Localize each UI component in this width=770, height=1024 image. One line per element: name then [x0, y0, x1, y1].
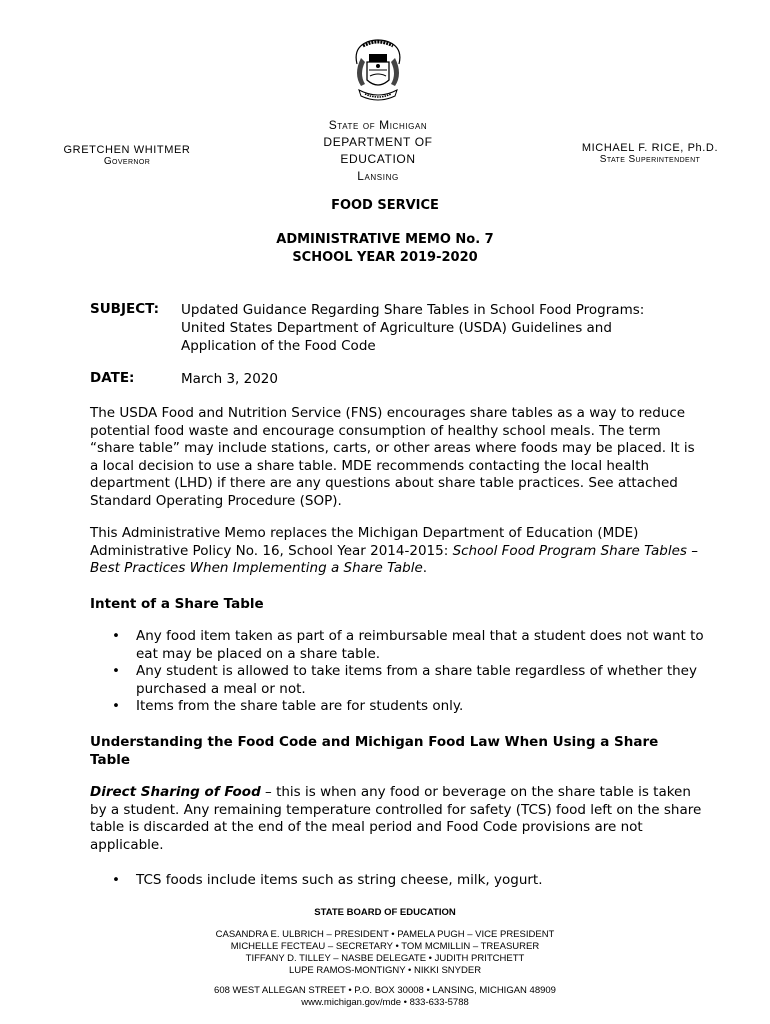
address-line: 608 WEST ALLEGAN STREET • P.O. BOX 30008 • LANSING, MICHIGAN 48909: [214, 985, 556, 996]
list-item: • Items from the share table are for students only.: [90, 698, 710, 716]
replaces-text-end: .: [422, 560, 428, 576]
replaces-policy-title: School Food Program Share Tables – Best Practices When Implementing a Share Table: [90, 542, 698, 576]
michigan-state-seal-icon: [343, 34, 413, 104]
year-title: SCHOOL YEAR 2019-2020: [292, 250, 478, 265]
board-members-line: TIFFANY D. TILLEY – NASBE DELEGATE • JUDITH PRITCHETT: [245, 953, 525, 964]
superintendent-name: MICHAEL F. RICE, Ph.D.: [581, 142, 719, 154]
subject-line: United States Department of Agriculture (USDA) Guidelines and: [181, 320, 612, 336]
board-members-line: MICHELLE FECTEAU – SECRETARY • TOM MCMILLIN – TREASURER: [230, 941, 540, 952]
superintendent-block: [575, 142, 725, 165]
subject-value: [181, 301, 701, 355]
superintendent-title: State Superintendent: [599, 154, 701, 165]
direct-sharing-text: – this is when any food or beverage on the share table is taken by a student. Any remaining temperature controlled for safety (TCS) food left on the share table is discarded at the end of the meal period and Food Code provisions are not applicable.: [90, 784, 702, 853]
city-line: Lansing: [357, 169, 399, 183]
governor-block: [52, 144, 202, 167]
service-title: FOOD SERVICE: [331, 198, 439, 213]
replaces-paragraph: [90, 525, 702, 578]
footer: [0, 907, 770, 1009]
date-value: March 3, 2020: [181, 371, 278, 387]
list-item: • TCS foods include items such as string cheese, milk, yogurt.: [90, 872, 710, 890]
direct-sharing-paragraph: [90, 784, 702, 854]
board-members-line: CASANDRA E. ULBRICH – PRESIDENT • PAMELA PUGH – VICE PRESIDENT: [215, 929, 555, 940]
board-heading: STATE BOARD OF EDUCATION: [314, 907, 456, 918]
intro-paragraph: The USDA Food and Nutrition Service (FNS) encourages share tables as a way to reduce potential food waste and encourage consumption of healthy school meals. The term “share table” may include stations, carts, or other areas where foods may be placed. It is a local decision to use a share table. MDE recommends contacting the local health department (LHD) if there are any questions about share table practices. See attached Standard Operating Procedure (SOP).: [90, 405, 695, 509]
direct-sharing-label: Direct Sharing of Food: [90, 784, 261, 800]
date-label: DATE:: [90, 370, 135, 386]
department-block: [300, 117, 456, 185]
governor-title: Governor: [103, 156, 151, 167]
intent-list: [90, 628, 710, 716]
department-line-1: DEPARTMENT OF: [323, 135, 433, 149]
list-item: • Any food item taken as part of a reimbursable meal that a student does not want to eat may be placed on a share table.: [90, 628, 710, 663]
department-line-2: EDUCATION: [340, 152, 416, 166]
replaces-text: This Administrative Memo replaces the Michigan Department of Education (MDE) Administrative Policy No. 16, School Year 2014-2015:: [90, 525, 639, 559]
list-item: • Any student is allowed to take items from a share table regardless of whether they purchased a meal or not.: [90, 663, 710, 698]
state-line: State of Michigan: [328, 118, 428, 132]
subject-label: SUBJECT:: [90, 301, 159, 317]
board-members-line: LUPE RAMOS-MONTIGNY • NIKKI SNYDER: [288, 965, 482, 976]
subject-line: Application of the Food Code: [181, 338, 376, 354]
intent-heading: Intent of a Share Table: [90, 596, 264, 612]
memo-title: ADMINISTRATIVE MEMO No. 7: [276, 232, 494, 247]
contact-line: www.michigan.gov/mde • 833-633-5788: [301, 997, 469, 1008]
governor-name: GRETCHEN WHITMER: [63, 144, 191, 156]
tcs-list: [90, 872, 710, 890]
understanding-heading: Understanding the Food Code and Michigan Food Law When Using a Share Table: [90, 734, 659, 768]
subject-line: Updated Guidance Regarding Share Tables in School Food Programs:: [181, 302, 645, 318]
